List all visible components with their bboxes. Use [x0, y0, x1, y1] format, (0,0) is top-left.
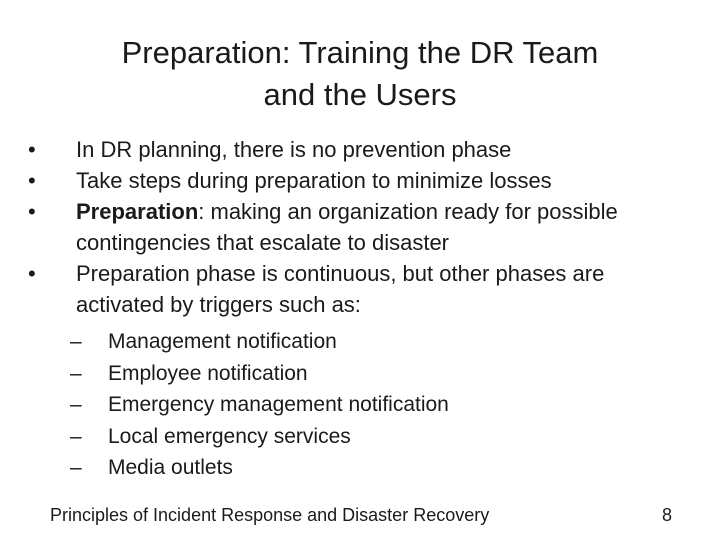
dash-marker: – [70, 393, 82, 416]
bullet-item [28, 196, 688, 258]
bullet-marker: • [28, 199, 36, 224]
bullet-list [28, 134, 688, 320]
bullet-item [28, 134, 688, 165]
sub-bullet-item [70, 358, 670, 390]
dash-marker: – [70, 424, 82, 448]
dash-marker: – [70, 456, 82, 479]
bullet-marker: • [28, 137, 36, 162]
slide-title-line-2: and the Users [263, 77, 457, 112]
slide-footer: Principles of Incident Response and Disaster Recovery [50, 505, 490, 525]
bullet-marker: • [28, 261, 36, 286]
bullet-item [28, 258, 688, 320]
sub-bullet-item [70, 421, 670, 453]
dash-marker: – [70, 361, 82, 385]
sub-bullet-list [70, 326, 670, 484]
sub-bullet-text: Local emergency services [108, 424, 351, 448]
bullet-text: : making an organization ready for possible contingencies that escalate to disaster [76, 199, 618, 255]
dash-marker: – [70, 330, 82, 353]
sub-bullet-item [70, 389, 670, 421]
sub-bullet-item [70, 452, 670, 484]
bullet-text: Take steps during preparation to minimize losses [76, 168, 552, 193]
sub-bullet-text: Media outlets [108, 456, 233, 479]
bullet-bold-term: Preparation [76, 199, 199, 224]
slide-title [40, 32, 680, 116]
sub-bullet-item [70, 326, 670, 358]
sub-bullet-text: Emergency management notification [108, 393, 449, 416]
page-number: 8 [661, 505, 672, 525]
bullet-text: In DR planning, there is no prevention phase [76, 137, 512, 162]
sub-bullet-text: Employee notification [108, 361, 308, 385]
bullet-marker: • [28, 168, 36, 193]
sub-bullet-text: Management notification [108, 330, 337, 353]
slide-title-line-1: Preparation: Training the DR Team [121, 35, 599, 70]
bullet-item [28, 165, 688, 196]
bullet-text: Preparation phase is continuous, but other phases are activated by triggers such as: [76, 261, 605, 317]
